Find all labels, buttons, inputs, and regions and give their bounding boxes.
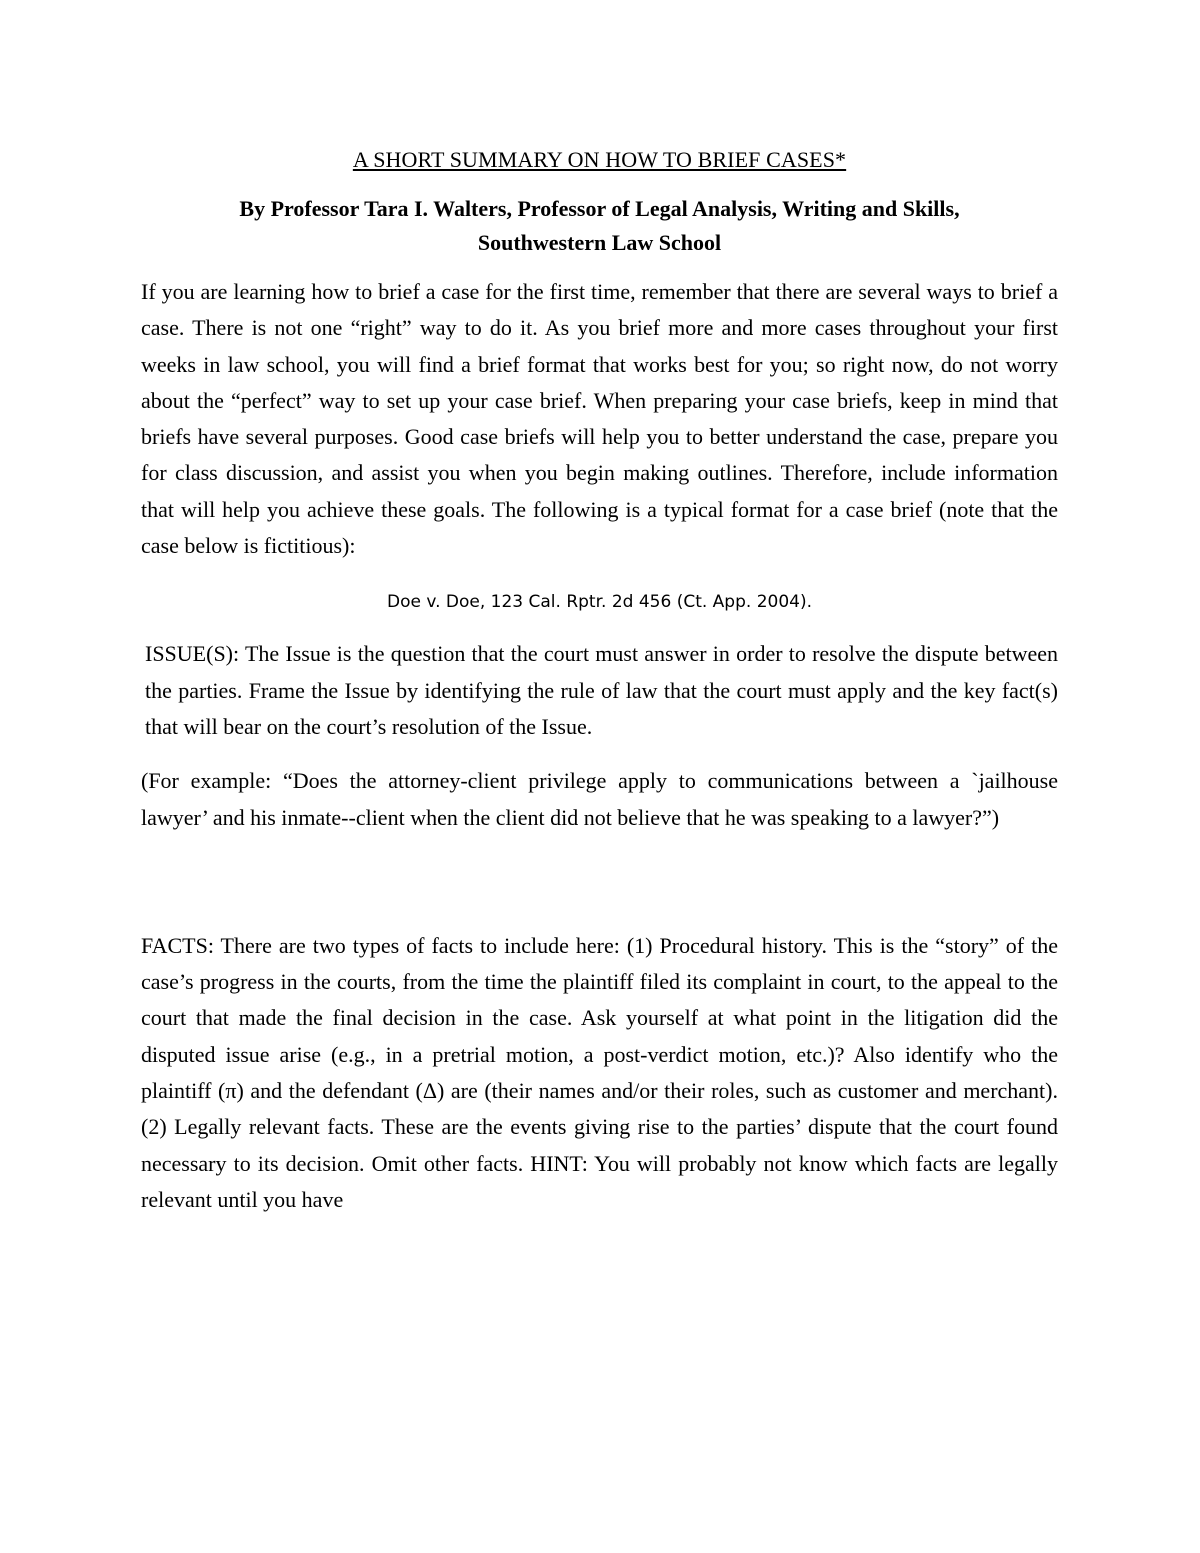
case-citation: Doe v. Doe, 123 Cal. Rptr. 2d 456 (Ct. App. 2004).	[387, 592, 812, 613]
document-title: A SHORT SUMMARY ON HOW TO BRIEF CASES*	[352, 147, 847, 172]
byline-line-2: Southwestern Law School	[477, 230, 722, 255]
author-byline	[141, 192, 1058, 260]
example-paragraph: (For example: “Does the attorney-client privilege apply to communications between a `jailhouse lawyer’ and his inmate--client when the client did not believe that he was speaking to a lawyer?”)	[141, 768, 1058, 830]
facts-paragraph: FACTS: There are two types of facts to include here: (1) Procedural history. This is the “story” of the case’s progress in the courts, from the time the plaintiff filed its complaint in court, to the appeal to the court that made the final decision in the case. Ask yourself at what point in the litigation did the disputed issue arise (e.g., in a pretrial motion, a post-verdict motion, etc.)? Also identify who the plaintiff (π) and the defendant (Δ) are (their names and/or their roles, such as customer and merchant). (2) Legally relevant facts. These are the events giving rise to the parties’ dispute that the court found necessary to its decision. Omit other facts. HINT: You will probably not know which facts are legally relevant until you have	[141, 932, 1058, 1212]
issue-paragraph: ISSUE(S): The Issue is the question that the court must answer in order to resolve the dispute between the parties. Frame the Issue by identifying the rule of law that the court must apply and the key fact(s) that will bear on the court’s resolution of the Issue.	[145, 641, 1058, 739]
document-page	[141, 146, 1058, 1218]
byline-line-1: By Professor Tara I. Walters, Professor of Legal Analysis, Writing and Skills,	[239, 196, 960, 221]
intro-paragraph: If you are learning how to brief a case for the first time, remember that there are several ways to brief a case. There is not one “right” way to do it. As you brief more and more cases throughout your first weeks in law school, you will find a brief format that works best for you; so right now, do not worry about the “perfect” way to set up your case brief. When preparing your case briefs, keep in mind that briefs have several purposes. Good case briefs will help you to better understand the case, prepare you for class discussion, and assist you when you begin making outlines. Therefore, include information that will help you achieve these goals. The following is a typical format for a case brief (note that the case below is fictitious):	[141, 279, 1058, 559]
